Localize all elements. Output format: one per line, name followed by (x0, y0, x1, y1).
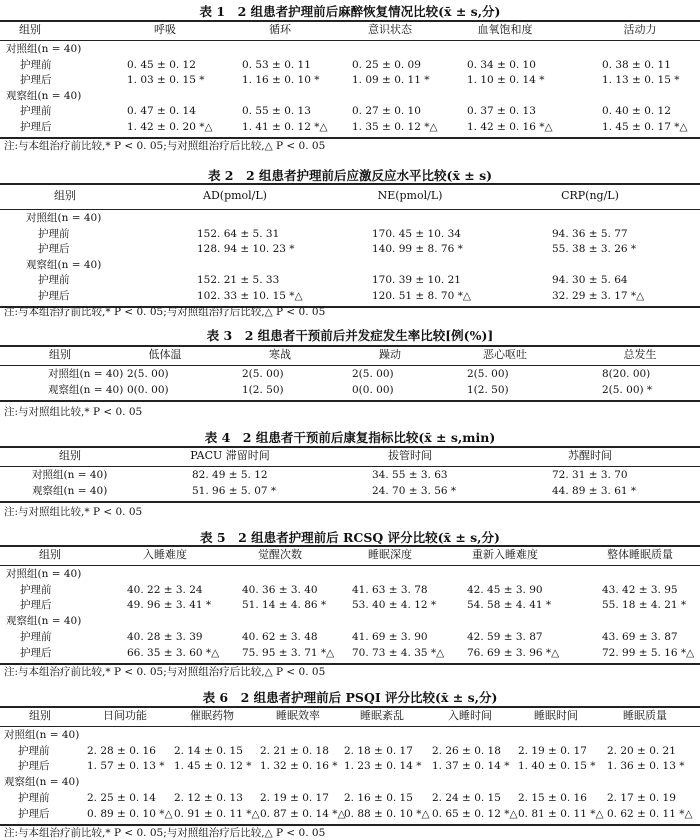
table-1-row-label: 观察组(n = 40) (6, 89, 82, 102)
table-5-data-cell: 41. 69 ± 3. 90 (352, 630, 428, 643)
table-1-header-cell: 意识状态 (368, 23, 412, 36)
table-5-row-label: 护理后 (20, 599, 52, 612)
table-4-data-cell: 24. 70 ± 3. 56 * (372, 484, 457, 497)
table-2-data-cell: 152. 64 ± 5. 31 (197, 227, 280, 240)
table-5-header-cell: 组别 (39, 548, 61, 561)
table-1-data-cell: 1. 42 ± 0. 16 *△ (467, 120, 553, 133)
table-5-row-label: 护理前 (20, 583, 52, 596)
table-5-data-cell: 53. 40 ± 4. 12 * (352, 599, 437, 612)
table-5-data-cell: 41. 63 ± 3. 78 (352, 583, 428, 596)
table-1-data-cell: 0. 38 ± 0. 11 (602, 58, 671, 71)
table-6-data-cell: 2. 15 ± 0. 16 (518, 791, 587, 804)
table-1-data-cell: 1. 10 ± 0. 14 * (467, 74, 545, 86)
table-4-data-cell: 34. 55 ± 3. 63 (372, 469, 448, 481)
table-5-header-rule (0, 565, 700, 566)
table-5-data-cell: 42. 59 ± 3. 87 (467, 630, 543, 643)
table-2-header-cell: 组别 (54, 189, 76, 202)
table-6-data-cell: 2. 12 ± 0. 13 (174, 791, 243, 804)
table-4-header-cell: 组别 (59, 449, 81, 462)
table-5-header-cell: 入睡难度 (143, 548, 187, 561)
table-6-data-cell: 2. 16 ± 0. 15 (344, 791, 413, 804)
table-6-data-cell: 0. 87 ± 0. 14 *△ (260, 807, 346, 820)
table-6-header-cell: 睡眠紊乱 (360, 709, 404, 722)
table-3-data-cell: 8(20. 00) (602, 368, 651, 380)
table-3-caption: 表 3 2 组患者干预前后并发症发生率比较[例(%)] (206, 328, 494, 343)
table-2-header-cell: CRP(ng/L) (561, 189, 619, 202)
table-5-data-cell: 40. 62 ± 3. 48 (242, 630, 318, 643)
table-2-row-label: 观察组(n = 40) (26, 258, 102, 271)
table-6-data-cell: 0. 62 ± 0. 11 *△ (607, 807, 693, 820)
table-6-row-label: 对照组(n = 40) (4, 729, 80, 741)
table-6-data-cell: 0. 65 ± 0. 12 *△ (432, 807, 518, 820)
table-4-caption: 表 4 2 组患者干预前后康复指标比较(x̄ ± s,min) (204, 430, 496, 445)
table-3-header-rule (0, 365, 700, 366)
table-3-data-cell: 1(2. 50) (467, 383, 509, 396)
table-1-row-label: 护理后 (20, 74, 52, 86)
table-2-data-cell: 94. 36 ± 5. 77 (552, 227, 628, 240)
table-5-data-cell: 40. 28 ± 3. 39 (127, 630, 203, 643)
table-5-header-cell: 重新入睡难度 (472, 548, 538, 561)
table-5-caption: 表 5 2 组患者护理前后 RCSQ 评分比较(x̄ ± s,分) (200, 530, 500, 545)
table-3-data-cell: 2(5. 00) (467, 368, 509, 380)
table-4-data-cell: 51. 96 ± 5. 07 * (192, 484, 277, 497)
table-1-data-cell: 0. 47 ± 0. 14 (127, 105, 196, 117)
table-2-data-cell: 140. 99 ± 8. 76 * (372, 243, 463, 255)
table-2-data-cell: 102. 33 ± 10. 15 *△ (197, 289, 303, 302)
table-6-data-cell: 0. 91 ± 0. 11 *△ (174, 807, 260, 820)
table-5-data-cell: 55. 18 ± 4. 21 * (602, 599, 687, 612)
table-5-header-cell: 觉醒次数 (258, 548, 302, 561)
table-3-note: 注:与对照组比较,* P < 0. 05 (4, 406, 143, 418)
table-6-row-label: 护理前 (18, 791, 50, 804)
table-1-data-cell: 0. 37 ± 0. 13 (467, 105, 536, 117)
table-2-header-cell: AD(pmol/L) (203, 189, 267, 202)
table-6-data-cell: 1. 32 ± 0. 16 * (260, 760, 338, 773)
table-1-header-rule (0, 40, 700, 41)
table-3-bottom-rule (0, 400, 700, 402)
table-6-data-cell: 2. 26 ± 0. 18 (432, 744, 501, 757)
table-5-data-cell: 72. 99 ± 5. 16 *△ (602, 646, 695, 659)
table-3-header-cell: 寒战 (269, 348, 291, 361)
table-5-data-cell: 40. 36 ± 3. 40 (242, 583, 318, 596)
table-1-row-label: 护理前 (20, 58, 52, 71)
table-6-row-label: 护理后 (18, 807, 50, 820)
table-5-data-cell: 51. 14 ± 4. 86 * (242, 599, 327, 612)
table-6-data-cell: 2. 17 ± 0. 19 (607, 791, 676, 804)
table-1-data-cell: 0. 53 ± 0. 11 (242, 58, 311, 71)
table-6-header-cell: 组别 (29, 709, 51, 722)
table-2-data-cell: 128. 94 ± 10. 23 * (197, 243, 295, 255)
table-3-header-cell: 总发生 (623, 348, 657, 361)
table-5-data-cell: 54. 58 ± 4. 41 * (467, 599, 552, 612)
table-1-data-cell: 1. 03 ± 0. 15 * (127, 74, 205, 86)
table-2-row-label: 护理后 (38, 289, 70, 302)
table-6-data-cell: 2. 19 ± 0. 17 (260, 791, 329, 804)
table-2-note: 注:与本组治疗前比较,* P < 0. 05;与对照组治疗后比较,△ P < 0. 05 (4, 306, 326, 318)
table-6-header-cell: 睡眠时间 (534, 709, 578, 722)
table-1-data-cell: 1. 35 ± 0. 12 *△ (352, 120, 438, 133)
table-1-data-cell: 1. 09 ± 0. 11 * (352, 74, 430, 86)
table-3-data-cell: 2(5. 00) (352, 368, 394, 380)
table-6-row-label: 观察组(n = 40) (4, 776, 80, 789)
table-3-top-rule (0, 345, 700, 347)
table-6-data-cell: 2. 14 ± 0. 15 (174, 744, 243, 757)
table-6-header-cell: 睡眠质量 (623, 709, 667, 722)
table-4-bottom-rule (0, 501, 700, 503)
table-6-data-cell: 2. 25 ± 0. 14 (87, 791, 156, 804)
table-5-note: 注:与本组治疗前比较,* P < 0. 05;与对照组治疗后比较,△ P < 0. 05 (4, 666, 326, 678)
table-5-data-cell: 40. 22 ± 3. 24 (127, 583, 203, 596)
table-1-header-cell: 组别 (19, 23, 41, 36)
table-1-header-cell: 呼吸 (154, 23, 176, 36)
table-6-note: 注:与本组治疗前比较,* P < 0. 05;与对照组治疗后比较,△ P < 0. 05 (4, 827, 326, 839)
table-6-data-cell: 2. 19 ± 0. 17 (518, 744, 587, 757)
table-6-top-rule (0, 706, 700, 708)
table-3-header-cell: 组别 (49, 348, 71, 361)
table-6-header-cell: 睡眠效率 (276, 709, 320, 722)
table-1-row-label: 对照组(n = 40) (6, 43, 82, 55)
table-2-data-cell: 94. 30 ± 5. 64 (552, 274, 628, 286)
table-6-data-cell: 2. 21 ± 0. 18 (260, 744, 329, 757)
table-2-data-cell: 32. 29 ± 3. 17 *△ (552, 289, 645, 302)
table-1-data-cell: 0. 25 ± 0. 09 (352, 58, 421, 71)
table-4-header-rule (0, 466, 700, 467)
table-3-data-cell: 1(2. 50) (242, 383, 284, 396)
table-5-data-cell: 66. 35 ± 3. 60 *△ (127, 646, 220, 659)
table-5-data-cell: 43. 42 ± 3. 95 (602, 583, 678, 596)
table-1-header-cell: 活动力 (623, 23, 657, 36)
table-6-data-cell: 1. 37 ± 0. 14 * (432, 760, 510, 773)
table-4-data-cell: 72. 31 ± 3. 70 (552, 469, 628, 481)
table-1-data-cell: 0. 34 ± 0. 10 (467, 58, 536, 71)
table-5-data-cell: 49. 96 ± 3. 41 * (127, 599, 212, 612)
table-6-data-cell: 2. 24 ± 0. 15 (432, 791, 501, 804)
table-5-data-cell: 75. 95 ± 3. 71 *△ (242, 646, 335, 659)
table-3-data-cell: 2(5. 00) (242, 368, 284, 380)
table-2-data-cell: 55. 38 ± 3. 26 * (552, 243, 637, 255)
table-6-header-cell: 催眠药物 (190, 709, 234, 722)
table-6-data-cell: 2. 18 ± 0. 17 (344, 744, 413, 757)
table-5-data-cell: 43. 69 ± 3. 87 (602, 630, 678, 643)
table-3-data-cell: 2(5. 00) (127, 368, 169, 380)
table-3-data-cell: 0(0. 00) (127, 383, 169, 396)
table-6-data-cell: 1. 45 ± 0. 12 * (174, 760, 252, 773)
table-1-data-cell: 0. 40 ± 0. 12 (602, 105, 671, 117)
table-5-header-cell: 整体睡眠质量 (607, 548, 673, 561)
table-5-top-rule (0, 545, 700, 547)
table-4-header-cell: 苏醒时间 (568, 449, 612, 462)
table-1-top-rule (0, 20, 700, 22)
table-1-data-cell: 0. 45 ± 0. 12 (127, 58, 196, 71)
table-1-header-cell: 血氧饱和度 (477, 23, 533, 36)
table-2-row-label: 对照组(n = 40) (26, 212, 102, 224)
table-4-top-rule (0, 446, 700, 448)
table-2-row-label: 护理后 (38, 243, 70, 255)
table-2-row-label: 护理前 (38, 227, 70, 240)
table-1-row-label: 护理前 (20, 105, 52, 117)
table-5-data-cell: 76. 69 ± 3. 96 *△ (467, 646, 560, 659)
table-2-row-label: 护理前 (38, 274, 70, 286)
table-2-header-cell: NE(pmol/L) (377, 189, 443, 202)
table-1-data-cell: 0. 55 ± 0. 13 (242, 105, 311, 117)
table-1-data-cell: 1. 42 ± 0. 20 *△ (127, 120, 213, 133)
table-6-data-cell: 2. 28 ± 0. 16 (87, 744, 156, 757)
table-1-header-cell: 循环 (269, 23, 291, 36)
table-1-data-cell: 1. 13 ± 0. 15 * (602, 74, 680, 86)
table-2-data-cell: 152. 21 ± 5. 33 (197, 274, 280, 286)
table-6-header-cell: 日间功能 (103, 709, 147, 722)
table-6-data-cell: 0. 88 ± 0. 10 *△ (344, 807, 430, 820)
table-1-caption: 表 1 2 组患者护理前后麻醉恢复情况比较(x̄ ± s,分) (199, 4, 501, 19)
table-5-row-label: 护理后 (20, 646, 52, 659)
table-2-header-rule (0, 209, 700, 210)
table-3-header-cell: 低体温 (148, 348, 182, 361)
table-2-data-cell: 120. 51 ± 8. 70 *△ (372, 289, 471, 302)
table-6-header-rule (0, 726, 700, 727)
table-5-row-label: 对照组(n = 40) (6, 568, 82, 580)
table-1-data-cell: 1. 45 ± 0. 17 *△ (602, 120, 688, 133)
table-3-row-label: 对照组(n = 40) (48, 368, 124, 380)
table-6-data-cell: 1. 23 ± 0. 14 * (344, 760, 422, 773)
table-4-data-cell: 44. 89 ± 3. 61 * (552, 484, 637, 497)
table-5-data-cell: 70. 73 ± 4. 35 *△ (352, 646, 445, 659)
table-4-note: 注:与对照组比较,* P < 0. 05 (4, 506, 143, 518)
table-6-data-cell: 1. 36 ± 0. 13 * (607, 760, 685, 773)
table-2-top-rule (0, 183, 700, 185)
table-6-data-cell: 0. 89 ± 0. 10 *△ (87, 807, 173, 820)
table-2-caption: 表 2 2 组患者护理前后应激反应水平比较(x̄ ± s) (207, 168, 493, 183)
table-6-caption: 表 6 2 组患者护理前后 PSQI 评分比较(x̄ ± s,分) (202, 690, 498, 705)
table-2-data-cell: 170. 39 ± 10. 21 (372, 274, 461, 286)
table-4-row-label: 对照组(n = 40) (32, 469, 108, 481)
table-1-note: 注:与本组治疗前比较,* P < 0. 05;与对照组治疗后比较,△ P < 0. 05 (4, 140, 326, 152)
table-6-header-cell: 入睡时间 (448, 709, 492, 722)
table-3-data-cell: 0(0. 00) (352, 383, 394, 396)
table-1-row-label: 护理后 (20, 120, 52, 133)
table-6-row-label: 护理后 (18, 760, 50, 773)
table-1-data-cell: 0. 27 ± 0. 10 (352, 105, 421, 117)
table-6-data-cell: 2. 20 ± 0. 21 (607, 744, 676, 757)
table-5-row-label: 观察组(n = 40) (6, 615, 82, 628)
table-3-header-cell: 恶心呕吐 (483, 348, 527, 361)
table-6-data-cell: 1. 40 ± 0. 15 * (518, 760, 596, 773)
table-4-row-label: 观察组(n = 40) (32, 484, 108, 497)
table-1-data-cell: 1. 41 ± 0. 12 *△ (242, 120, 328, 133)
table-5-data-cell: 42. 45 ± 3. 90 (467, 583, 543, 596)
table-3-row-label: 观察组(n = 40) (48, 383, 124, 396)
table-1-data-cell: 1. 16 ± 0. 10 * (242, 74, 320, 86)
table-6-data-cell: 0. 81 ± 0. 11 *△ (518, 807, 604, 820)
table-4-header-cell: 拔管时间 (388, 449, 432, 462)
table-3-header-cell: 躁动 (379, 348, 401, 361)
table-4-data-cell: 82. 49 ± 5. 12 (192, 469, 268, 481)
table-2-data-cell: 170. 45 ± 10. 34 (372, 227, 461, 240)
table-5-row-label: 护理前 (20, 630, 52, 643)
table-4-header-cell: PACU 滞留时间 (190, 449, 270, 462)
table-5-header-cell: 睡眠深度 (368, 548, 412, 561)
table-6-row-label: 护理前 (18, 744, 50, 757)
table-3-data-cell: 2(5. 00) * (602, 383, 653, 396)
table-6-data-cell: 1. 57 ± 0. 13 * (87, 760, 165, 773)
